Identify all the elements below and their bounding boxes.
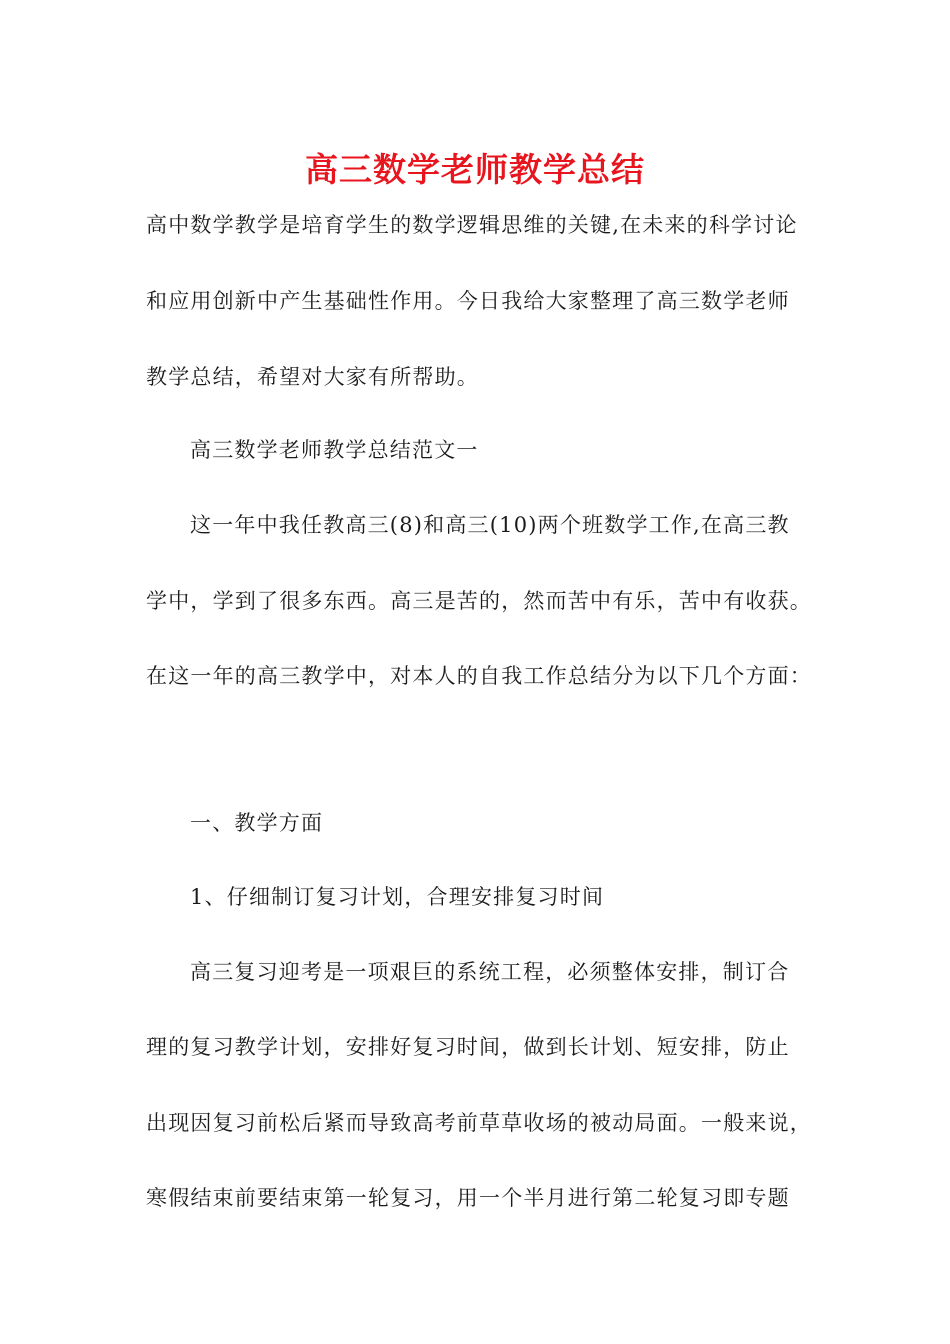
- paragraph-line: 高中数学教学是培育学生的数学逻辑思维的关键,在未来的科学讨论: [146, 213, 798, 237]
- section-heading: 高三数学老师教学总结范文一: [190, 438, 479, 462]
- paragraph-line: 在这一年的高三教学中，对本人的自我工作总结分为以下几个方面：: [146, 664, 812, 688]
- paragraph-line: 高三复习迎考是一项艰巨的系统工程，必须整体安排，制订合: [190, 960, 790, 984]
- paragraph-line: 和应用创新中产生基础性作用。今日我给大家整理了高三数学老师: [146, 289, 790, 313]
- section-heading: 一、教学方面: [190, 811, 324, 835]
- paragraph-line: 教学总结，希望对大家有所帮助。: [146, 365, 479, 389]
- paragraph-line: 出现因复习前松后紧而导致高考前草草收场的被动局面。一般来说，: [146, 1111, 812, 1135]
- paragraph-line: 理的复习教学计划，安排好复习时间，做到长计划、短安排，防止: [146, 1035, 790, 1059]
- paragraph-line: 学中，学到了很多东西。高三是苦的，然而苦中有乐，苦中有收获。: [146, 589, 812, 613]
- subsection-heading: 1、仔细制订复习计划，合理安排复习时间: [190, 885, 605, 909]
- paragraph-line: 这一年中我任教高三(8)和高三(10)两个班数学工作,在高三教: [190, 513, 790, 537]
- document-title: 高三数学老师教学总结: [305, 150, 645, 189]
- paragraph-line: 寒假结束前要结束第一轮复习，用一个半月进行第二轮复习即专题: [146, 1186, 790, 1210]
